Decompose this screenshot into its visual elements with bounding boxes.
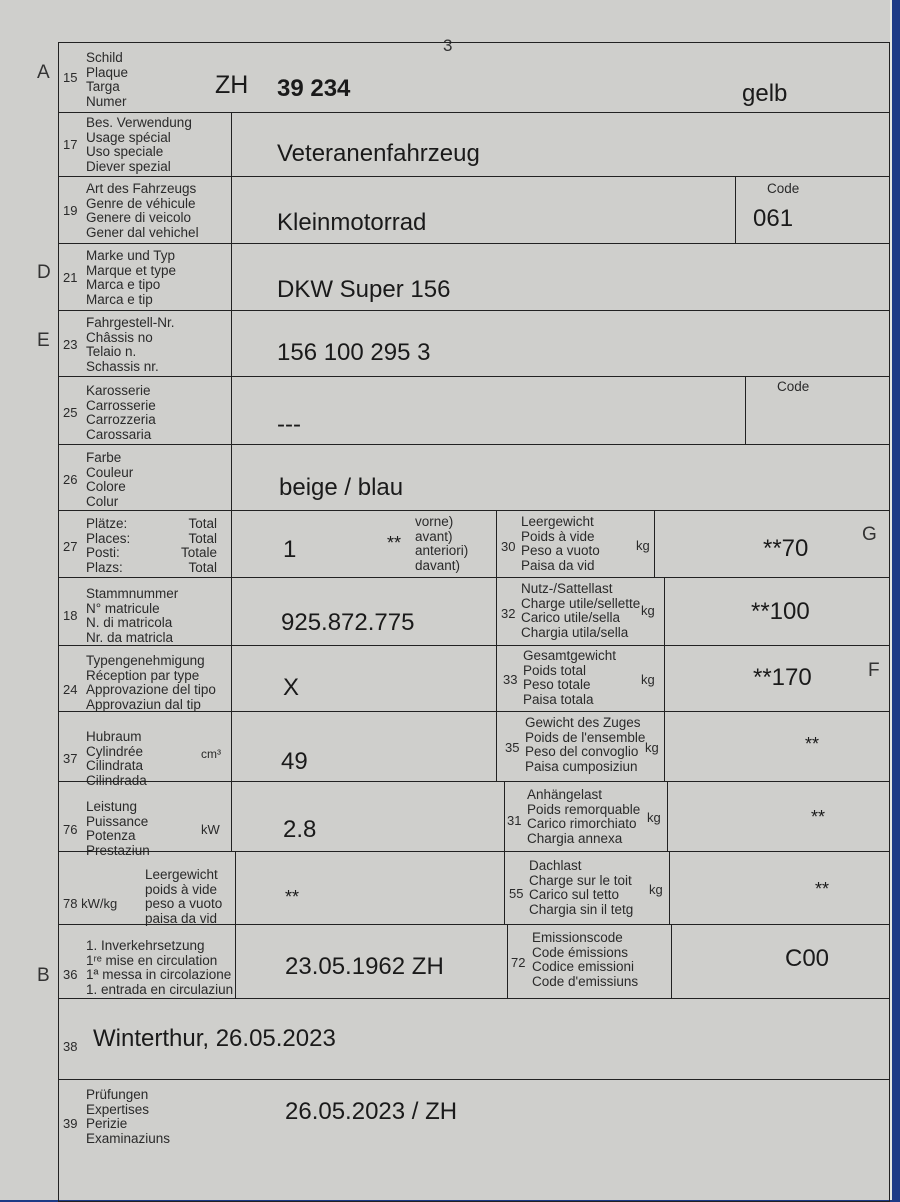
field-number: 15 bbox=[63, 70, 78, 85]
usage-labels: Bes. Verwendung Usage spécial Uso speciale Diever spezial bbox=[86, 115, 192, 174]
field-number: 76 bbox=[63, 822, 78, 837]
row-color bbox=[58, 444, 890, 510]
field-number: 30 bbox=[501, 539, 516, 554]
unit-label: kg bbox=[645, 740, 659, 755]
kind-value: Kleinmotorrad bbox=[277, 209, 427, 236]
payload-value: **100 bbox=[751, 598, 810, 625]
row-inspections bbox=[58, 1079, 890, 1202]
trailer-load-labels: Anhängelast Poids remorquable Carico rimorchiato Chargia annexa bbox=[527, 787, 641, 846]
row-power-weight-roof-load bbox=[58, 851, 890, 924]
seats-labels: Plätze: Places: Posti: Plazs: bbox=[86, 516, 131, 575]
field-number: 39 bbox=[63, 1116, 78, 1131]
matricule-labels: Stammnummer N° matricule N. di matricola Nr. da matricla bbox=[86, 586, 179, 645]
row-power-trailer-load bbox=[58, 781, 890, 858]
usage-value: Veteranenfahrzeug bbox=[277, 140, 480, 167]
plate-color: gelb bbox=[742, 80, 788, 107]
field-number: 33 bbox=[503, 672, 518, 687]
row-displacement-train-weight bbox=[58, 711, 890, 788]
plate-labels: Schild Plaque Targa Numer bbox=[86, 50, 129, 109]
row-matricule-payload bbox=[58, 577, 890, 645]
chassis-value: 156 100 295 3 bbox=[277, 339, 431, 366]
margin-letter-f: F bbox=[868, 660, 880, 681]
unit-label: kg bbox=[641, 603, 655, 618]
color-labels: Farbe Couleur Colore Colur bbox=[86, 450, 134, 509]
field-number: 24 bbox=[63, 682, 78, 697]
field-number: 37 bbox=[63, 751, 78, 766]
unit-label: cm³ bbox=[201, 747, 221, 761]
seats-value: 1 bbox=[283, 536, 297, 563]
seats-totals: Total Total Totale Total bbox=[181, 516, 218, 575]
field-number: 18 bbox=[63, 608, 78, 623]
first-registration-value: 23.05.1962 ZH bbox=[285, 953, 444, 980]
type-approval-labels: Typengenehmigung Réception par type Approvazione del tipo Approvaziun dal tip bbox=[86, 653, 216, 712]
margin-letter-d: D bbox=[37, 262, 51, 283]
row-registration-emissions bbox=[58, 924, 890, 998]
seats-front-value: ** bbox=[387, 533, 402, 553]
field-number: 36 bbox=[63, 967, 78, 982]
field-number: 72 bbox=[511, 955, 526, 970]
matricule-value: 925.872.775 bbox=[281, 609, 415, 636]
field-number: 23 bbox=[63, 337, 78, 352]
margin-letter-g: G bbox=[862, 524, 877, 545]
row-make bbox=[58, 243, 890, 310]
row-vehicle-kind bbox=[58, 176, 890, 243]
power-weight-labels: Leergewicht poids à vide peso a vuoto paisa da vid bbox=[145, 867, 223, 926]
plate-number: 39 234 bbox=[277, 75, 351, 102]
code-label: Code bbox=[767, 181, 800, 196]
field-number: 38 bbox=[63, 1039, 78, 1054]
emission-code-value: C00 bbox=[785, 945, 830, 972]
train-weight-labels: Gewicht des Zuges Poids de l'ensemble Peso del convoglio Paisa cumposiziun bbox=[525, 715, 646, 774]
first-registration-labels: 1. Inverkehrsetzung 1ʳᵉ mise en circulation 1ª messa in circolazione 1. entrada en circulaziun bbox=[86, 938, 234, 997]
unit-label: kg bbox=[647, 810, 661, 825]
plate-canton: ZH bbox=[215, 71, 249, 99]
field-number: 35 bbox=[505, 740, 520, 755]
roof-load-labels: Dachlast Charge sur le toit Carico sul tetto Chargia sin il tetg bbox=[529, 858, 634, 917]
color-value: beige / blau bbox=[279, 474, 404, 501]
row-approval-total-weight bbox=[58, 645, 890, 711]
body-value: --- bbox=[277, 411, 301, 438]
kind-labels: Art des Fahrzeugs Genre de véhicule Genere di veicolo Gener dal vehichel bbox=[86, 181, 199, 240]
row-chassis bbox=[58, 310, 890, 376]
payload-labels: Nutz-/Sattellast Charge utile/sellette Carico utile/sella Chargia utila/sella bbox=[521, 581, 641, 640]
chassis-labels: Fahrgestell-Nr. Châssis no Telaio n. Schassis nr. bbox=[86, 315, 175, 374]
emission-code-labels: Emissionscode Code émissions Codice emissioni Code d'emissiuns bbox=[532, 930, 639, 989]
curb-weight-value: **70 bbox=[763, 535, 809, 562]
field-number: 21 bbox=[63, 270, 78, 285]
total-weight-value: **170 bbox=[753, 664, 812, 691]
field-number: 25 bbox=[63, 405, 78, 420]
curb-weight-labels: Leergewicht Poids à vide Peso a vuoto Paisa da vid bbox=[521, 514, 600, 573]
field-number: 55 bbox=[509, 886, 524, 901]
type-approval-value: X bbox=[283, 674, 300, 701]
field-number: 19 bbox=[63, 203, 78, 218]
row-usage bbox=[58, 112, 890, 176]
unit-label: kg bbox=[649, 882, 663, 897]
row-place-date bbox=[58, 998, 890, 1079]
trailer-load-value: ** bbox=[811, 807, 826, 827]
row-plate bbox=[58, 42, 890, 112]
margin-letter-b: B bbox=[37, 965, 50, 986]
power-value: 2.8 bbox=[283, 816, 317, 843]
displacement-labels: Hubraum Cylindrée Cilindrata Cilindrada bbox=[86, 729, 147, 788]
field-number: 17 bbox=[63, 137, 78, 152]
field-number: 78 kW/kg bbox=[63, 896, 118, 911]
inspections-labels: Prüfungen Expertises Perizie Examinaziuns bbox=[86, 1087, 171, 1146]
kind-code: 061 bbox=[753, 205, 794, 232]
unit-label: kW bbox=[201, 822, 220, 837]
unit-label: kg bbox=[641, 672, 655, 687]
code-label: Code bbox=[777, 379, 810, 394]
inspections-value: 26.05.2023 / ZH bbox=[285, 1098, 458, 1125]
place-date-value: Winterthur, 26.05.2023 bbox=[93, 1025, 336, 1052]
row-seats-curb-weight bbox=[58, 510, 890, 577]
power-weight-value: ** bbox=[285, 887, 300, 907]
field-number: 31 bbox=[507, 813, 522, 828]
total-weight-labels: Gesamtgewicht Poids total Peso totale Paisa totala bbox=[523, 648, 617, 707]
seats-front-labels: vorne) avant) anteriori) davant) bbox=[415, 514, 469, 573]
margin-letter-e: E bbox=[37, 330, 50, 351]
make-labels: Marke und Typ Marque et type Marca e tipo Marca e tip bbox=[86, 248, 177, 307]
train-weight-value: ** bbox=[805, 734, 820, 754]
field-number: 32 bbox=[501, 606, 516, 621]
registration-form bbox=[58, 42, 890, 1202]
unit-label: kg bbox=[636, 538, 650, 553]
roof-load-value: ** bbox=[815, 879, 830, 899]
field-number: 26 bbox=[63, 472, 78, 487]
body-labels: Karosserie Carrosserie Carrozzeria Carossaria bbox=[86, 383, 156, 442]
page-number: 3 bbox=[443, 36, 453, 55]
make-value: DKW Super 156 bbox=[277, 276, 451, 303]
power-labels: Leistung Puissance Potenza Prestaziun bbox=[86, 799, 150, 858]
margin-letter-a: A bbox=[37, 62, 50, 83]
field-number: 27 bbox=[63, 539, 78, 554]
row-body bbox=[58, 376, 890, 444]
displacement-value: 49 bbox=[281, 748, 308, 775]
